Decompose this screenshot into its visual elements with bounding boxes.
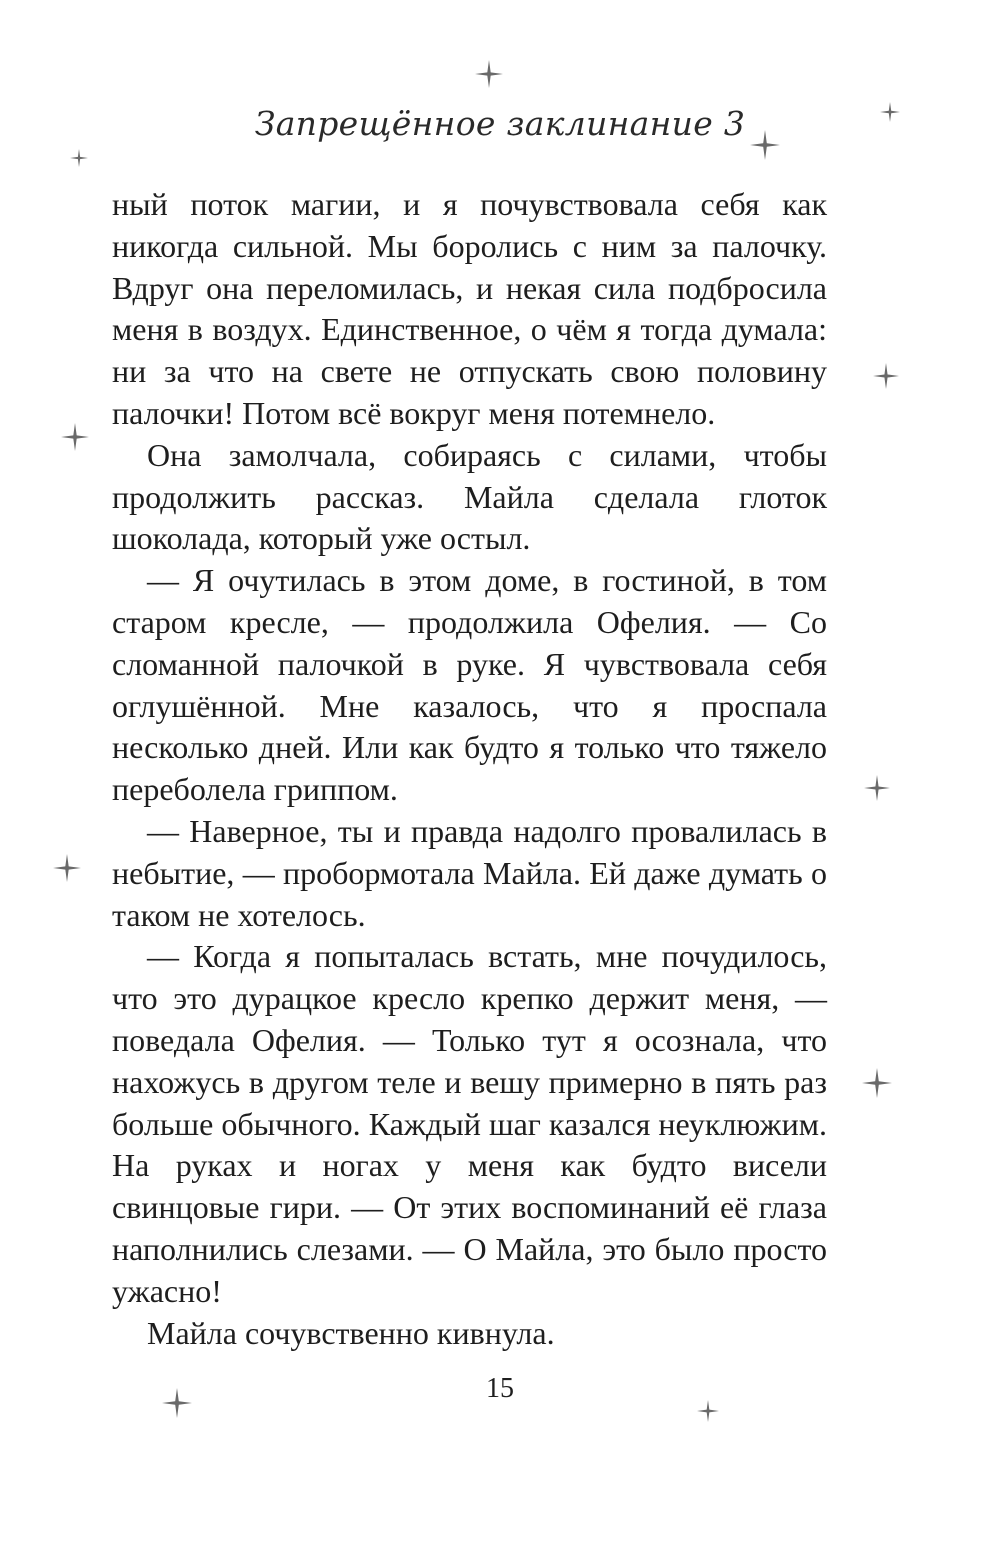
- paragraph: Она замолчала, собираясь с силами, чтобы продолжить рассказ. Майла сделала глоток шоколада, который уже остыл.: [112, 436, 827, 557]
- body-text: [112, 184, 827, 1354]
- paragraph: — Когда я попыталась встать, мне почудилось, что это дурацкое кресло крепко держит меня, — поведала Офелия. — Только тут я осознала, что нахожусь в другом теле и вешу примерно в пять раз больше обычного. Каждый шаг казался неуклюжим. На руках и ногах у меня как будто висели свинцовые гири. — От этих воспоминаний её глаза наполнились слезами. — О Майла, это было просто ужасно!: [112, 938, 827, 1309]
- sparkle-icon: [475, 60, 503, 88]
- paragraph: ный поток магии, и я почувствовала себя как никогда сильной. Мы боролись с ним за палочку. Вдруг она переломилась, и некая сила подбросила меня в воздух. Единственное, о чём я тогда думала: ни за что на свете не отпускать свою половину палочки! Потом всё вокруг меня потемнело.: [112, 186, 827, 431]
- sparkle-icon: [70, 149, 88, 167]
- page-number: 15: [486, 1373, 514, 1404]
- paragraph: — Я очутилась в этом доме, в гостиной, в том старом кресле, — продолжила Офелия. — Со сломанной палочкой в руке. Я чувствовала себя оглушённой. Мне казалось, что я проспала несколько дней. Или как будто я только что тяжело переболела гриппом.: [112, 562, 827, 808]
- sparkle-icon: [864, 775, 890, 801]
- running-title: Запрещённое заклинание 3: [254, 104, 746, 143]
- paragraph: — Наверное, ты и правда надолго провалилась в небытие, — пробормотала Майла. Ей даже думать о таком не хотелось.: [112, 812, 827, 933]
- sparkle-icon: [61, 423, 89, 451]
- sparkle-icon: [53, 854, 81, 882]
- sparkle-icon: [862, 1068, 892, 1098]
- paragraph: Майла сочувственно кивнула.: [147, 1314, 555, 1351]
- sparkle-icon: [873, 363, 899, 389]
